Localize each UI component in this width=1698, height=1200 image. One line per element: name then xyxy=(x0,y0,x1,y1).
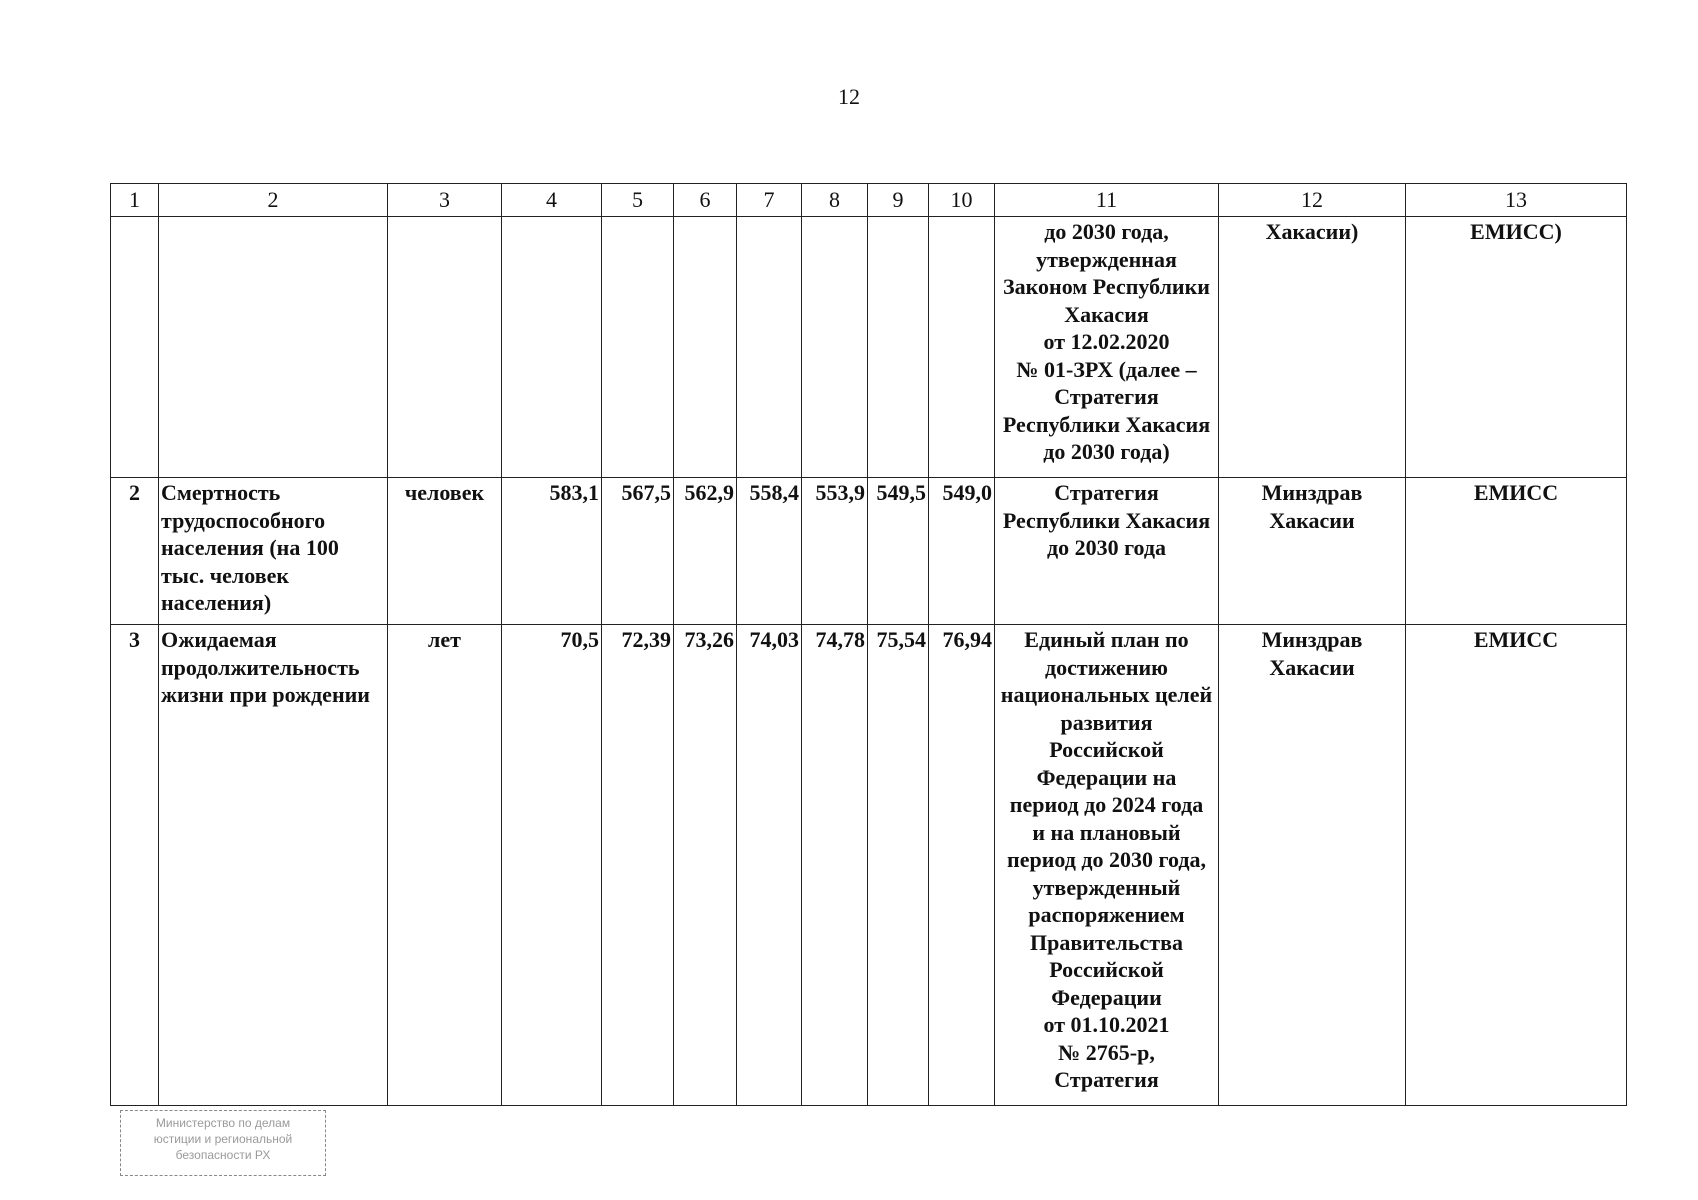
indicator-name: Смертность трудоспособного населения (на 100 тыс. человек населения) xyxy=(159,478,388,625)
header-col-3: 3 xyxy=(388,184,502,217)
row-number: 3 xyxy=(111,625,159,1106)
responsible-body-cell: Хакасии) xyxy=(1219,217,1406,478)
registration-stamp xyxy=(120,1110,326,1176)
indicator-name xyxy=(159,217,388,478)
table-row xyxy=(111,478,1627,625)
value-cell xyxy=(602,217,674,478)
value-cell xyxy=(929,217,995,478)
header-col-4: 4 xyxy=(502,184,602,217)
source-document-cell: Единый план по достижению национальных целей развития Российской Федерации на период до 2024 года и на плановый период до 2030 года, утвержденный распоряжением Правительства Российской Федерации от 01.10.2021 № 2765-р, Стратегия xyxy=(995,625,1219,1106)
data-source-cell: ЕМИСС xyxy=(1406,625,1627,1106)
value-cell: 558,4 xyxy=(737,478,802,625)
value-cell: 567,5 xyxy=(602,478,674,625)
header-col-11: 11 xyxy=(995,184,1219,217)
data-source-cell: ЕМИСС xyxy=(1406,478,1627,625)
header-col-13: 13 xyxy=(1406,184,1627,217)
data-source-cell: ЕМИСС) xyxy=(1406,217,1627,478)
value-cell: 73,26 xyxy=(674,625,737,1106)
value-cell: 75,54 xyxy=(868,625,929,1106)
table-row xyxy=(111,625,1627,1106)
header-col-2: 2 xyxy=(159,184,388,217)
value-cell: 72,39 xyxy=(602,625,674,1106)
header-col-7: 7 xyxy=(737,184,802,217)
header-col-10: 10 xyxy=(929,184,995,217)
stamp-line: юстиции и региональной xyxy=(153,1132,293,1146)
value-cell: 549,0 xyxy=(929,478,995,625)
value-cell: 562,9 xyxy=(674,478,737,625)
value-cell xyxy=(868,217,929,478)
value-cell: 74,78 xyxy=(802,625,868,1106)
unit-cell: человек xyxy=(388,478,502,625)
header-col-6: 6 xyxy=(674,184,737,217)
header-col-12: 12 xyxy=(1219,184,1406,217)
header-col-9: 9 xyxy=(868,184,929,217)
table-row xyxy=(111,217,1627,478)
header-col-5: 5 xyxy=(602,184,674,217)
value-cell: 70,5 xyxy=(502,625,602,1106)
value-cell: 549,5 xyxy=(868,478,929,625)
value-cell xyxy=(502,217,602,478)
page-number: 12 xyxy=(838,84,860,109)
value-cell: 74,03 xyxy=(737,625,802,1106)
source-document-cell: Стратегия Республики Хакасия до 2030 года xyxy=(995,478,1219,625)
value-cell: 76,94 xyxy=(929,625,995,1106)
row-number xyxy=(111,217,159,478)
responsible-body-cell: Минздрав Хакасии xyxy=(1219,478,1406,625)
unit-cell: лет xyxy=(388,625,502,1106)
header-col-1: 1 xyxy=(111,184,159,217)
responsible-body-cell: Минздрав Хакасии xyxy=(1219,625,1406,1106)
indicator-name: Ожидаемая продолжительность жизни при рождении xyxy=(159,625,388,1106)
unit-cell xyxy=(388,217,502,478)
value-cell xyxy=(802,217,868,478)
source-document-cell: до 2030 года, утвержденная Законом Республики Хакасия от 12.02.2020 № 01-ЗРХ (далее – Стратегия Республики Хакасия до 2030 года) xyxy=(995,217,1219,478)
row-number: 2 xyxy=(111,478,159,625)
value-cell: 583,1 xyxy=(502,478,602,625)
stamp-line: Министерство по делам xyxy=(155,1116,291,1130)
indicator-table xyxy=(110,183,1627,1106)
header-col-8: 8 xyxy=(802,184,868,217)
value-cell xyxy=(674,217,737,478)
value-cell xyxy=(737,217,802,478)
stamp-line: безопасности РХ xyxy=(175,1148,271,1162)
value-cell: 553,9 xyxy=(802,478,868,625)
table-header-row xyxy=(111,184,1627,217)
